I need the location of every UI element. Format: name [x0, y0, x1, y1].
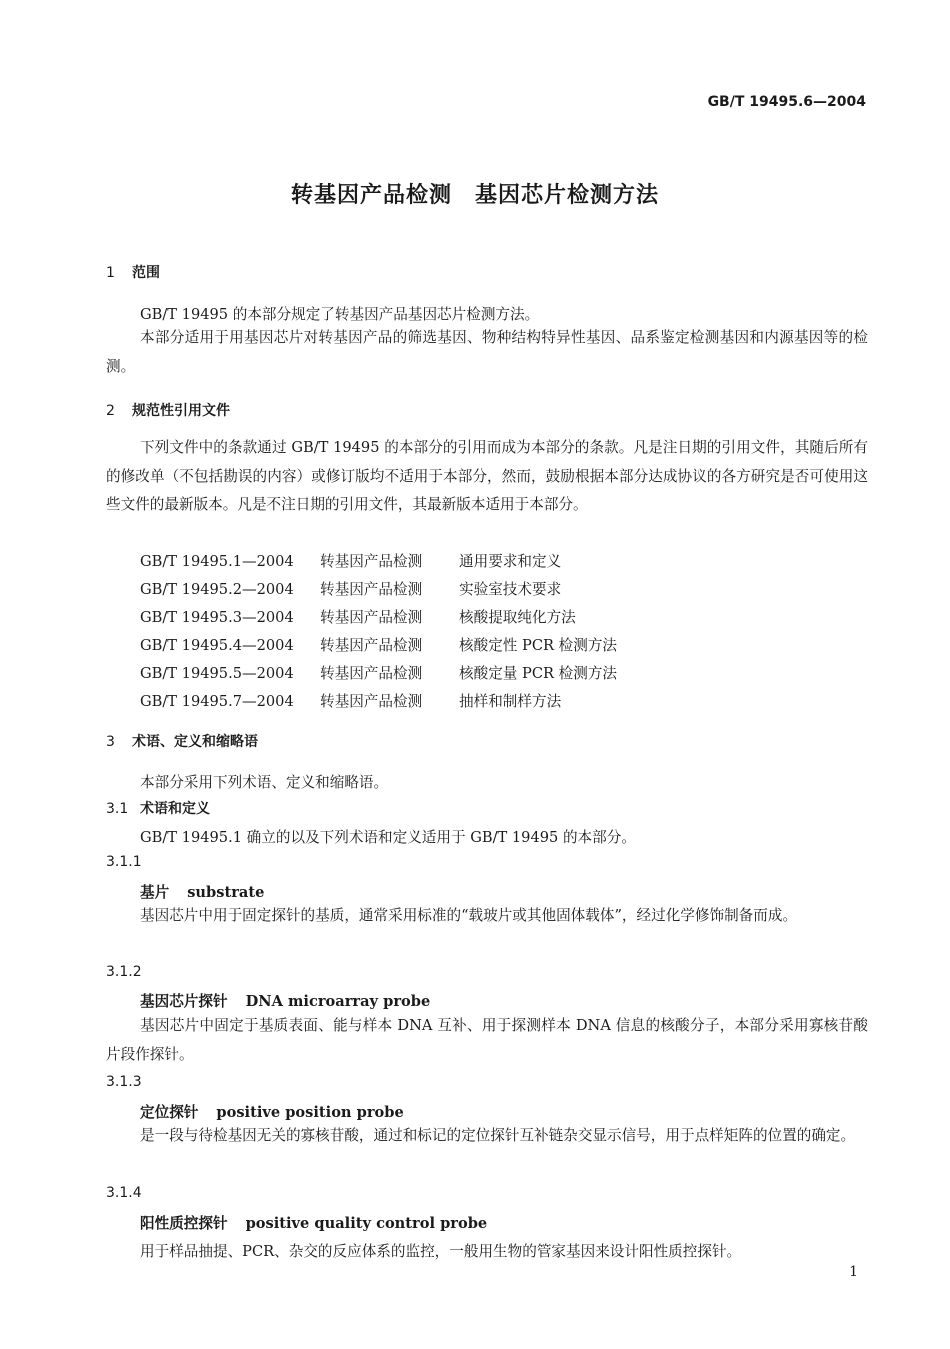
section-number: 3 [106, 734, 115, 750]
section-title: 范围 [132, 265, 160, 281]
term-title [140, 990, 430, 1011]
term-english: DNA microarray probe [245, 993, 431, 1010]
section-2-heading [106, 400, 230, 420]
reference-item [140, 550, 561, 571]
term-english: positive quality control probe [245, 1215, 488, 1232]
reference-item [140, 634, 617, 655]
section-number: 2 [106, 403, 115, 419]
section-title: 术语和定义 [140, 801, 210, 817]
term-english: substrate [187, 884, 265, 901]
reference-item [140, 662, 617, 683]
reference-code: GB/T 19495.4—2004 [140, 637, 294, 654]
reference-code: GB/T 19495.2—2004 [140, 581, 294, 598]
section-3-1-heading [106, 798, 210, 818]
term-definition: 基因芯片中用于固定探针的基质，通常采用标准的“载玻片或其他固体载体”，经过化学修饰制备而成。 [140, 907, 798, 924]
reference-code: GB/T 19495.5—2004 [140, 665, 294, 682]
term-chinese: 定位探针 [140, 1104, 199, 1121]
section-number: 1 [106, 265, 115, 281]
section-1-heading [106, 262, 160, 282]
reference-item [140, 690, 561, 711]
reference-name: 实验室技术要求 [459, 581, 562, 598]
reference-item [140, 578, 561, 599]
section-1-paragraph-2: 本部分适用于用基因芯片对转基因产品的筛选基因、物种结构特异性基因、品系鉴定检测基因和内源基因等的检测。 [106, 329, 868, 375]
section-number: 3.1 [106, 801, 129, 817]
reference-name: 核酸提取纯化方法 [459, 609, 576, 626]
term-number: 3.1.4 [106, 1185, 142, 1201]
term-chinese: 基片 [140, 884, 170, 901]
section-1-paragraph-1: GB/T 19495 的本部分规定了转基因产品基因芯片检测方法。 [140, 306, 540, 323]
reference-code: GB/T 19495.7—2004 [140, 693, 294, 710]
standard-number: GB/T 19495.6—2004 [707, 94, 866, 110]
reference-category: 转基因产品检测 [320, 581, 423, 598]
page-number: 1 [849, 1264, 858, 1280]
reference-name: 通用要求和定义 [459, 553, 562, 570]
section-3-heading [106, 731, 258, 751]
section-3-1-paragraph: GB/T 19495.1 确立的以及下列术语和定义适用于 GB/T 19495 的本部分。 [140, 829, 636, 846]
reference-code: GB/T 19495.1—2004 [140, 553, 294, 570]
reference-name: 核酸定量 PCR 检测方法 [459, 665, 618, 682]
term-number: 3.1.3 [106, 1074, 142, 1090]
term-chinese: 阳性质控探针 [140, 1215, 228, 1232]
reference-name: 抽样和制样方法 [459, 693, 562, 710]
term-number: 3.1.1 [106, 854, 142, 870]
term-title [140, 1101, 404, 1122]
reference-category: 转基因产品检测 [320, 637, 423, 654]
section-3-paragraph: 本部分采用下列术语、定义和缩略语。 [140, 774, 389, 791]
section-title: 术语、定义和缩略语 [132, 734, 258, 750]
reference-item [140, 606, 576, 627]
reference-category: 转基因产品检测 [320, 665, 423, 682]
document-title: 转基因产品检测 基因芯片检测方法 [290, 183, 659, 208]
reference-category: 转基因产品检测 [320, 609, 423, 626]
reference-category: 转基因产品检测 [320, 553, 423, 570]
term-title [140, 881, 264, 902]
term-definition: 是一段与待检基因无关的寡核苷酸，通过和标记的定位探针互补链杂交显示信号，用于点样矩阵的位置的确定。 [140, 1127, 856, 1144]
term-chinese: 基因芯片探针 [140, 993, 228, 1010]
section-2-paragraph: 下列文件中的条款通过 GB/T 19495 的本部分的引用而成为本部分的条款。凡是注日期的引用文件，其随后所有的修改单（不包括勘误的内容）或修订版均不适用于本部分，然而，鼓励根据本部分达成协议的各方研究是否可使用这些文件的最新版本。凡是不注日期的引用文件，其最新版本适用于本部分。 [106, 439, 868, 513]
term-english: positive position probe [216, 1104, 404, 1121]
term-definition: 用于样品抽提、PCR、杂交的反应体系的监控，一般用生物的管家基因来设计阳性质控探针。 [140, 1243, 742, 1260]
term-definition: 基因芯片中固定于基质表面、能与样本 DNA 互补、用于探测样本 DNA 信息的核酸分子，本部分采用寡核苷酸片段作探针。 [106, 1017, 868, 1063]
reference-name: 核酸定性 PCR 检测方法 [459, 637, 618, 654]
reference-category: 转基因产品检测 [320, 693, 423, 710]
term-number: 3.1.2 [106, 964, 142, 980]
term-title [140, 1212, 487, 1233]
reference-code: GB/T 19495.3—2004 [140, 609, 294, 626]
section-title: 规范性引用文件 [132, 403, 230, 419]
